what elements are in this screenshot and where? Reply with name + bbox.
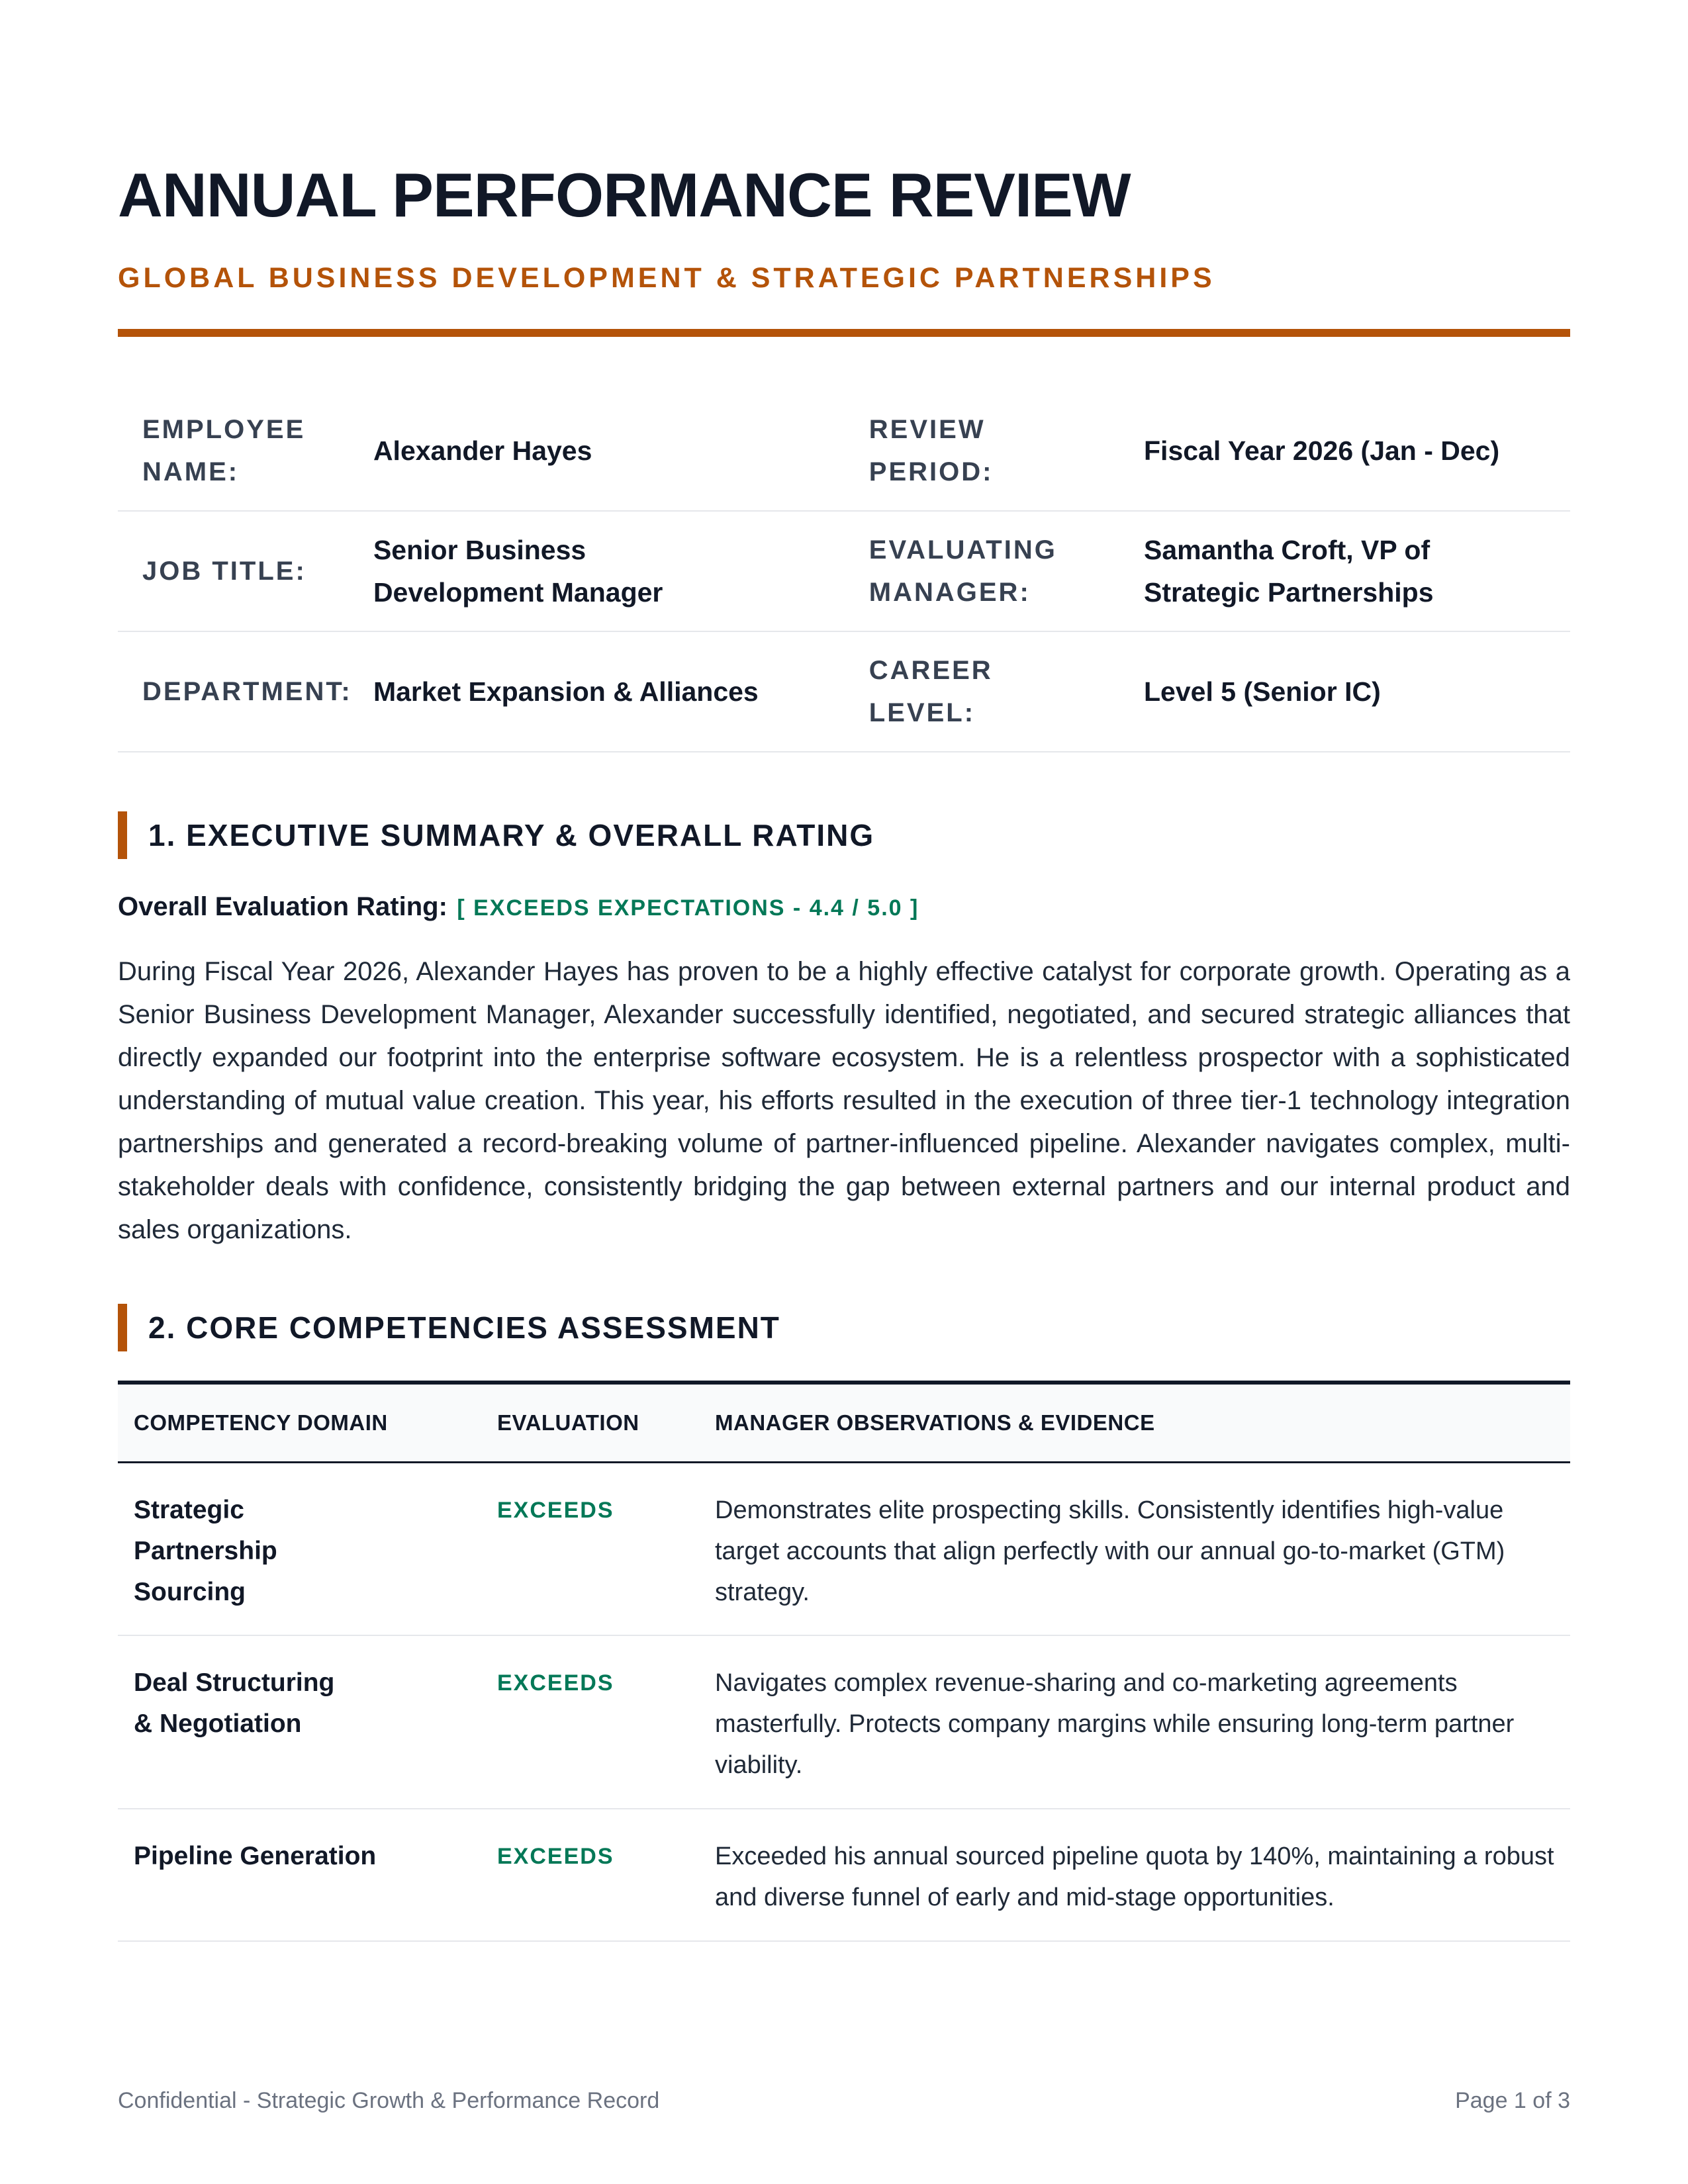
table-row (118, 1635, 1570, 1809)
executive-summary-text: During Fiscal Year 2026, Alexander Hayes has proven to be a highly effective catalyst for corporate growth. Operating as a Senior Business Development Manager, Alexander successfully identified, negotiated, and secured strategic alliances that directly expanded our footprint into the enterprise software ecosystem. He is a relentless prospector with a sophisticated understanding of mutual value creation. This year, his efforts resulted in the execution of three tier-1 technology integration partnerships and generated a record-breaking volume of partner-influenced pipeline. Alexander navigates complex, multi-stakeholder deals with confidence, consistently bridging the gap between external partners and our internal product and sales organizations. (118, 957, 1570, 1244)
career-level-value: Level 5 (Senior IC) (1144, 631, 1570, 752)
department-value: Market Expansion & Alliances (373, 631, 869, 752)
department-label: DEPARTMENT: (118, 631, 373, 752)
section-heading-executive-summary: 1. EXECUTIVE SUMMARY & OVERALL RATING (118, 811, 874, 859)
info-row (118, 631, 1570, 752)
competency-observation: Navigates complex revenue-sharing and co-marketing agreements masterfully. Protects company margins while ensuring long-term partner viability. (699, 1635, 1570, 1809)
table-row (118, 1809, 1570, 1941)
competency-evaluation: EXCEEDS (481, 1462, 699, 1635)
footer-confidential-note: Confidential - Strategic Growth & Performance Record (118, 2088, 660, 2113)
competency-domain: Deal Structuring & Negotiation (118, 1635, 481, 1809)
overall-rating-label: Overall Evaluation Rating: (118, 892, 447, 921)
review-period-label: REVIEW PERIOD: (869, 390, 1144, 511)
column-header-evaluation: EVALUATION (497, 1410, 639, 1435)
career-level-label: CAREER LEVEL: (869, 631, 1144, 752)
competency-evaluation: EXCEEDS (481, 1809, 699, 1941)
column-header-observations: MANAGER OBSERVATIONS & EVIDENCE (715, 1410, 1155, 1435)
competencies-table (118, 1381, 1570, 1942)
employee-info-table (118, 390, 1570, 752)
evaluating-manager-label: EVALUATING MANAGER: (869, 511, 1144, 631)
employee-name-value: Alexander Hayes (373, 390, 869, 511)
competency-domain: Pipeline Generation (118, 1809, 481, 1941)
competency-observation: Demonstrates elite prospecting skills. Consistently identifies high-value target accounts that align perfectly with our annual go-to-market (GTM) strategy. (699, 1462, 1570, 1635)
table-row (118, 1462, 1570, 1635)
title-divider (118, 329, 1570, 337)
column-header-domain: COMPETENCY DOMAIN (134, 1410, 388, 1435)
section-heading-core-competencies: 2. CORE COMPETENCIES ASSESSMENT (118, 1304, 780, 1351)
review-period-value: Fiscal Year 2026 (Jan - Dec) (1144, 390, 1570, 511)
competency-evaluation: EXCEEDS (481, 1635, 699, 1809)
footer-page-number: Page 1 of 3 (1455, 2088, 1570, 2113)
overall-rating-badge: [ EXCEEDS EXPECTATIONS - 4.4 / 5.0 ] (457, 895, 919, 921)
job-title-label: JOB TITLE: (118, 511, 373, 631)
job-title-value: Senior Business Development Manager (373, 511, 869, 631)
info-row (118, 511, 1570, 631)
overall-rating (118, 887, 919, 933)
page-title: ANNUAL PERFORMANCE REVIEW (118, 160, 1131, 230)
info-row (118, 390, 1570, 511)
employee-name-label: EMPLOYEE NAME: (118, 390, 373, 511)
competency-domain: Strategic Partnership Sourcing (118, 1462, 481, 1635)
table-header-row (118, 1383, 1570, 1462)
competency-observation: Exceeded his annual sourced pipeline quota by 140%, maintaining a robust and diverse funnel of early and mid-stage opportunities. (699, 1809, 1570, 1941)
page-subtitle: GLOBAL BUSINESS DEVELOPMENT & STRATEGIC PARTNERSHIPS (118, 262, 1215, 294)
evaluating-manager-value: Samantha Croft, VP of Strategic Partnerships (1144, 511, 1570, 631)
